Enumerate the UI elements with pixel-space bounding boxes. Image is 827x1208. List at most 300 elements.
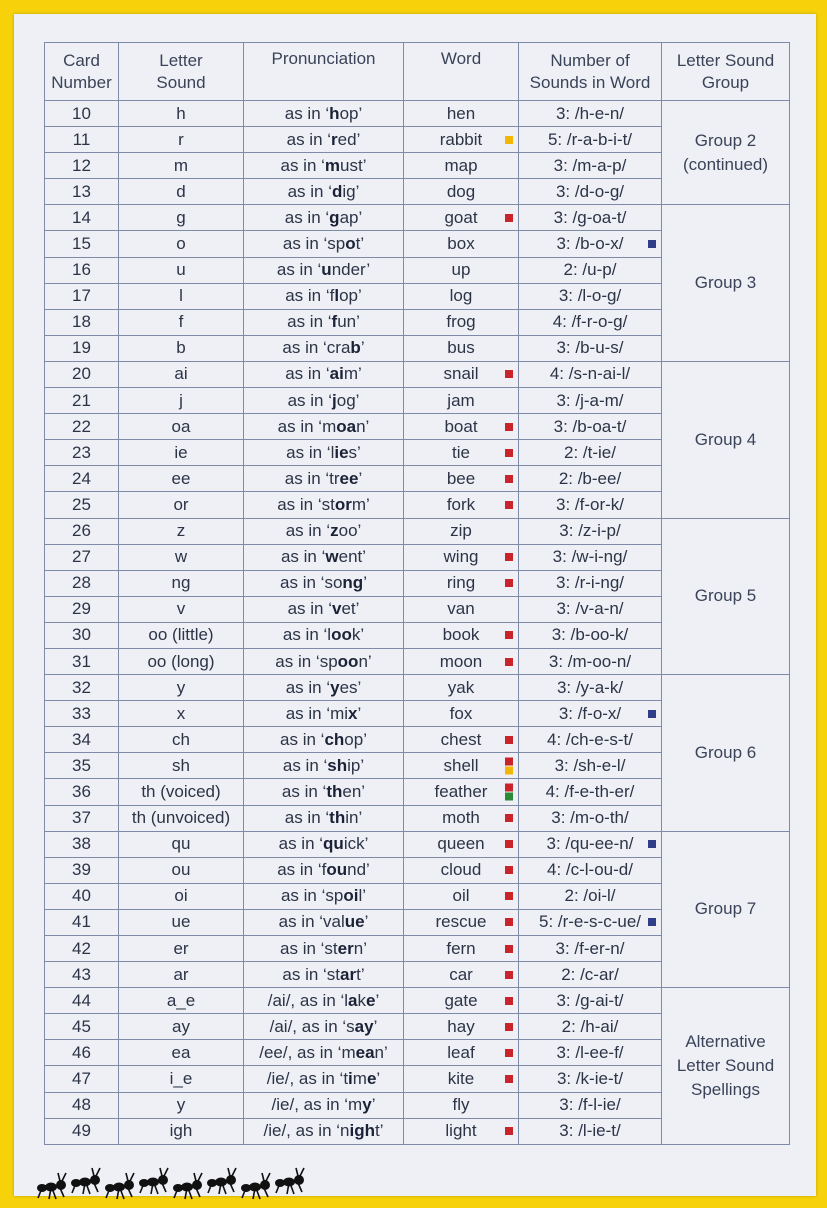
number-of-sounds-cell — [519, 727, 662, 753]
card-number-cell: 37 — [45, 805, 119, 831]
marker-squares — [505, 736, 513, 744]
letter-sound-cell: y — [119, 675, 244, 701]
letter-sound-cell: x — [119, 701, 244, 727]
pronunciation-text: /ie/, as in ‘m — [271, 1095, 363, 1115]
word-cell — [404, 492, 519, 518]
highlighted-sound: j — [332, 390, 337, 410]
number-of-sounds-cell — [519, 701, 662, 727]
sounds-text: 2: /h-ai/ — [561, 1016, 619, 1036]
highlighted-sound: z — [330, 521, 339, 541]
word-cell — [404, 570, 519, 596]
number-of-sounds-cell — [519, 779, 662, 805]
highlighted-sound: b — [350, 338, 361, 358]
number-of-sounds-cell — [519, 753, 662, 779]
sounds-text: 3: /w-i-ng/ — [552, 547, 628, 567]
marker-squares — [505, 1075, 513, 1083]
phonics-chart-sheet — [14, 14, 816, 1196]
pronunciation-cell — [244, 335, 404, 361]
card-number-cell: 28 — [45, 570, 119, 596]
red-square-icon — [505, 1075, 513, 1083]
pronunciation-text: /ie/, as in ‘n — [263, 1121, 350, 1141]
word-cell — [404, 518, 519, 544]
highlighted-sound: th — [326, 781, 343, 801]
word-cell — [404, 805, 519, 831]
sounds-text: 2: /t-ie/ — [564, 442, 616, 462]
pronunciation-text: as in ‘ — [280, 729, 325, 749]
letter-sound-group-cell — [662, 101, 790, 205]
number-of-sounds-cell — [519, 909, 662, 935]
word-text: yak — [447, 677, 475, 697]
highlighted-sound: h — [329, 103, 340, 123]
number-of-sounds-cell — [519, 257, 662, 283]
letter-sound-group-cell — [662, 205, 790, 362]
word-text: log — [449, 286, 473, 306]
highlighted-sound: or — [334, 494, 352, 514]
pronunciation-cell — [244, 388, 404, 414]
red-square-icon — [505, 423, 513, 431]
letter-sound-group-cell — [662, 675, 790, 832]
pronunciation-cell — [244, 205, 404, 231]
highlighted-sound: l — [334, 286, 340, 306]
pronunciation-cell — [244, 492, 404, 518]
sounds-text: 2: /c-ar/ — [561, 964, 619, 984]
card-number-cell: 42 — [45, 936, 119, 962]
word-text: snail — [443, 364, 479, 384]
word-cell — [404, 596, 519, 622]
word-cell — [404, 257, 519, 283]
highlighted-sound: y — [362, 1095, 372, 1115]
word-text: leaf — [447, 1042, 475, 1062]
letter-sound-cell: ee — [119, 466, 244, 492]
word-text: book — [442, 625, 480, 645]
number-of-sounds-cell — [519, 231, 662, 257]
word-text: fork — [446, 494, 476, 514]
card-number-cell: 39 — [45, 857, 119, 883]
letter-sound-cell: qu — [119, 831, 244, 857]
pronunciation-cell — [244, 857, 404, 883]
word-cell — [404, 857, 519, 883]
highlighted-sound: i — [348, 1069, 353, 1089]
highlighted-sound: oi — [343, 886, 359, 906]
pronunciation-text: et’ — [341, 599, 360, 619]
marker-squares — [505, 971, 513, 979]
card-number-cell: 38 — [45, 831, 119, 857]
pronunciation-cell — [244, 570, 404, 596]
sounds-text: 3: /b-o-x/ — [556, 234, 624, 254]
word-cell — [404, 388, 519, 414]
sounds-text: 3: /j-a-m/ — [556, 390, 624, 410]
red-square-icon — [505, 501, 513, 509]
pronunciation-cell — [244, 1014, 404, 1040]
card-number-cell: 48 — [45, 1092, 119, 1118]
card-number-cell: 21 — [45, 388, 119, 414]
letter-sound-cell: ou — [119, 857, 244, 883]
highlighted-sound: th — [329, 808, 346, 828]
marker-squares — [505, 579, 513, 587]
letter-sound-cell: g — [119, 205, 244, 231]
pronunciation-cell — [244, 283, 404, 309]
pronunciation-cell — [244, 936, 404, 962]
word-cell — [404, 675, 519, 701]
word-text: hen — [446, 103, 476, 123]
pronunciation-cell — [244, 309, 404, 335]
red-square-icon — [505, 658, 513, 666]
card-number-cell: 25 — [45, 492, 119, 518]
letter-sound-cell: ch — [119, 727, 244, 753]
sounds-text: 2: /u-p/ — [563, 260, 617, 280]
pronunciation-text: as in ‘ — [287, 312, 332, 332]
card-number-cell: 24 — [45, 466, 119, 492]
header-number-of-sounds: Number of Sounds in Word — [519, 43, 662, 101]
word-cell — [404, 622, 519, 648]
group-label: Group 6 — [694, 742, 757, 762]
pronunciation-text: n’ — [358, 651, 372, 671]
marker-squares — [505, 757, 513, 774]
word-text: frog — [446, 312, 476, 332]
pronunciation-text: as in ‘ — [280, 547, 326, 567]
number-of-sounds-cell — [519, 1014, 662, 1040]
word-cell — [404, 1014, 519, 1040]
card-number-cell: 18 — [45, 309, 119, 335]
pronunciation-cell — [244, 127, 404, 153]
letter-sound-cell: v — [119, 596, 244, 622]
pronunciation-text: ’ — [376, 1069, 381, 1089]
number-of-sounds-cell — [519, 518, 662, 544]
red-square-icon — [505, 814, 513, 822]
marker-squares — [505, 892, 513, 900]
word-cell — [404, 753, 519, 779]
card-number-cell: 19 — [45, 335, 119, 361]
letter-sound-cell: igh — [119, 1118, 244, 1144]
marker-squares — [648, 840, 656, 848]
word-cell — [404, 883, 519, 909]
letter-sound-table — [44, 42, 790, 1145]
header-letter-sound-group: Letter Sound Group — [662, 43, 790, 101]
ant-icon — [173, 1173, 202, 1199]
word-text: bus — [447, 338, 475, 358]
pronunciation-cell — [244, 675, 404, 701]
word-cell — [404, 701, 519, 727]
word-text: map — [444, 155, 478, 175]
letter-sound-cell: d — [119, 179, 244, 205]
sounds-text: 3: /v-a-n/ — [556, 599, 624, 619]
letter-sound-cell: ie — [119, 440, 244, 466]
pronunciation-cell — [244, 596, 404, 622]
pronunciation-text: as in ‘ — [287, 181, 332, 201]
pronunciation-text: /ie/, as in ‘t — [266, 1069, 349, 1089]
highlighted-sound: e — [366, 1069, 377, 1089]
sounds-text: 5: /r-e-s-c-ue/ — [538, 912, 642, 932]
blue-square-icon — [648, 918, 656, 926]
pronunciation-text: ’ — [357, 703, 362, 723]
number-of-sounds-cell — [519, 335, 662, 361]
highlighted-sound: f — [331, 312, 338, 332]
red-square-icon — [505, 757, 513, 765]
word-text: fox — [449, 703, 473, 723]
word-text: ring — [446, 573, 476, 593]
pronunciation-text: as in ‘tr — [284, 468, 340, 488]
letter-sound-cell: m — [119, 153, 244, 179]
yellow-square-icon — [505, 136, 513, 144]
pronunciation-text: as in ‘ — [285, 677, 331, 697]
pronunciation-text: as in ‘ — [280, 155, 325, 175]
card-number-cell: 23 — [45, 440, 119, 466]
pronunciation-cell — [244, 1118, 404, 1144]
word-cell — [404, 335, 519, 361]
word-text: light — [445, 1121, 477, 1141]
pronunciation-text: k — [357, 990, 367, 1010]
group-label: Group 5 — [694, 586, 757, 606]
sounds-text: 4: /c-l-ou-d/ — [547, 860, 633, 880]
marker-squares — [505, 1049, 513, 1057]
number-of-sounds-cell — [519, 544, 662, 570]
table-row — [45, 101, 790, 127]
letter-sound-cell: r — [119, 127, 244, 153]
table-row — [45, 361, 790, 387]
letter-sound-cell: sh — [119, 753, 244, 779]
marker-squares — [505, 840, 513, 848]
highlighted-sound: e — [366, 990, 376, 1010]
word-text: feather — [434, 781, 488, 801]
card-number-cell: 43 — [45, 962, 119, 988]
letter-sound-cell: b — [119, 335, 244, 361]
marker-squares — [505, 449, 513, 457]
number-of-sounds-cell — [519, 414, 662, 440]
number-of-sounds-cell — [519, 570, 662, 596]
letter-sound-group-cell — [662, 831, 790, 988]
highlighted-sound: g — [329, 207, 340, 227]
word-cell — [404, 361, 519, 387]
pronunciation-cell — [244, 231, 404, 257]
word-cell — [404, 648, 519, 674]
card-number-cell: 31 — [45, 648, 119, 674]
pronunciation-text: ig’ — [342, 181, 360, 201]
card-number-cell: 32 — [45, 675, 119, 701]
red-square-icon — [505, 997, 513, 1005]
letter-sound-cell: i_e — [119, 1066, 244, 1092]
sounds-text: 3: /g-ai-t/ — [556, 990, 624, 1010]
red-square-icon — [505, 866, 513, 874]
pronunciation-text: as in ‘ — [284, 808, 330, 828]
number-of-sounds-cell — [519, 309, 662, 335]
pronunciation-text: m’ — [343, 364, 362, 384]
red-square-icon — [505, 840, 513, 848]
sounds-text: 5: /r-a-b-i-t/ — [547, 129, 633, 149]
header-word: Word — [404, 43, 519, 101]
marker-squares — [505, 501, 513, 509]
ant-icon — [105, 1173, 134, 1199]
red-square-icon — [505, 370, 513, 378]
red-square-icon — [505, 736, 513, 744]
pronunciation-cell — [244, 466, 404, 492]
pronunciation-text: en’ — [342, 781, 366, 801]
highlighted-sound: sh — [327, 755, 348, 775]
red-square-icon — [505, 918, 513, 926]
card-number-cell: 26 — [45, 518, 119, 544]
marker-squares — [505, 1127, 513, 1135]
word-cell — [404, 909, 519, 935]
number-of-sounds-cell — [519, 675, 662, 701]
pronunciation-text: ip’ — [347, 755, 365, 775]
word-cell — [404, 153, 519, 179]
pronunciation-cell — [244, 257, 404, 283]
marker-squares — [505, 1023, 513, 1031]
number-of-sounds-cell — [519, 440, 662, 466]
red-square-icon — [505, 579, 513, 587]
pronunciation-text: k’ — [351, 625, 365, 645]
pronunciation-text: as in ‘ — [284, 103, 330, 123]
sounds-text: 3: /z-i-p/ — [559, 521, 621, 541]
number-of-sounds-cell — [519, 805, 662, 831]
red-square-icon — [505, 892, 513, 900]
letter-sound-cell: o — [119, 231, 244, 257]
word-text: hay — [447, 1016, 475, 1036]
highlighted-sound: ue — [344, 912, 365, 932]
pronunciation-text: n’ — [374, 1042, 388, 1062]
pronunciation-text: as in ‘ — [285, 521, 331, 541]
word-cell — [404, 231, 519, 257]
pronunciation-cell — [244, 648, 404, 674]
number-of-sounds-cell — [519, 936, 662, 962]
word-cell — [404, 466, 519, 492]
group-label: Group 2 — [694, 130, 757, 150]
sounds-text: 3: /sh-e-l/ — [554, 755, 626, 775]
word-text: queen — [437, 834, 485, 854]
red-square-icon — [505, 475, 513, 483]
sounds-text: 3: /f-or-k/ — [555, 494, 624, 514]
number-of-sounds-cell — [519, 1066, 662, 1092]
pronunciation-text: as in ‘ — [287, 599, 332, 619]
highlighted-sound: ie — [334, 442, 349, 462]
marker-squares — [505, 553, 513, 561]
highlighted-sound: u — [321, 260, 332, 280]
word-text: rabbit — [439, 129, 483, 149]
pronunciation-text: t’ — [356, 964, 365, 984]
pronunciation-cell — [244, 101, 404, 127]
card-number-cell: 34 — [45, 727, 119, 753]
highlighted-sound: w — [325, 547, 339, 567]
pronunciation-text: as in ‘f — [285, 286, 335, 306]
letter-sound-cell: ar — [119, 962, 244, 988]
pronunciation-text: m — [352, 1069, 367, 1089]
pronunciation-text: as in ‘ — [287, 390, 332, 410]
letter-sound-group-cell — [662, 518, 790, 675]
letter-sound-cell: u — [119, 257, 244, 283]
word-cell — [404, 936, 519, 962]
pronunciation-cell — [244, 727, 404, 753]
group-label: Spellings — [691, 1079, 760, 1099]
highlighted-sound: oo — [337, 651, 359, 671]
pronunciation-text: op’ — [339, 286, 362, 306]
marker-squares — [505, 475, 513, 483]
number-of-sounds-cell — [519, 127, 662, 153]
group-label: Alternative — [685, 1031, 766, 1051]
highlighted-sound: oa — [336, 416, 357, 436]
number-of-sounds-cell — [519, 648, 662, 674]
highlighted-sound: x — [348, 703, 358, 723]
table-row — [45, 205, 790, 231]
sounds-text: 4: /f-r-o-g/ — [552, 312, 628, 332]
pronunciation-text: t’ — [375, 1121, 384, 1141]
word-text: tie — [452, 442, 470, 462]
highlighted-sound: d — [332, 181, 343, 201]
pronunciation-cell — [244, 883, 404, 909]
pronunciation-cell — [244, 440, 404, 466]
pronunciation-cell — [244, 622, 404, 648]
highlighted-sound: ar — [340, 964, 357, 984]
header-pronunciation: Pronunciation — [244, 43, 404, 101]
word-text: rescue — [435, 912, 487, 932]
red-square-icon — [505, 1049, 513, 1057]
red-square-icon — [505, 971, 513, 979]
table-row — [45, 988, 790, 1014]
card-number-cell: 46 — [45, 1040, 119, 1066]
pronunciation-text: ’ — [375, 990, 380, 1010]
pronunciation-text: ’ — [358, 468, 363, 488]
number-of-sounds-cell — [519, 283, 662, 309]
ant-icon — [275, 1168, 304, 1194]
marker-squares — [505, 945, 513, 953]
sounds-text: 3: /b-u-s/ — [556, 338, 624, 358]
letter-sound-cell: ai — [119, 361, 244, 387]
number-of-sounds-cell — [519, 622, 662, 648]
pronunciation-cell — [244, 805, 404, 831]
pronunciation-text: s’ — [348, 442, 361, 462]
marker-squares — [505, 997, 513, 1005]
pronunciation-cell — [244, 753, 404, 779]
word-cell — [404, 205, 519, 231]
number-of-sounds-cell — [519, 101, 662, 127]
table-row — [45, 675, 790, 701]
word-text: wing — [443, 547, 479, 567]
card-number-cell: 14 — [45, 205, 119, 231]
table-row — [45, 518, 790, 544]
highlighted-sound: oo — [331, 625, 352, 645]
word-cell — [404, 101, 519, 127]
pronunciation-text: ’ — [373, 1016, 378, 1036]
word-cell — [404, 1118, 519, 1144]
pronunciation-cell — [244, 361, 404, 387]
marker-squares — [505, 136, 513, 144]
letter-sound-cell: h — [119, 101, 244, 127]
pronunciation-text: as in ‘ — [282, 755, 328, 775]
card-number-cell: 10 — [45, 101, 119, 127]
pronunciation-text: ’ — [371, 1095, 376, 1115]
pronunciation-text: as in ‘st — [282, 964, 341, 984]
sounds-text: 3: /l-ie-t/ — [559, 1121, 621, 1141]
pronunciation-text: op’ — [339, 103, 363, 123]
letter-sound-cell: oo (long) — [119, 648, 244, 674]
sounds-text: 4: /s-n-ai-l/ — [549, 364, 631, 384]
pronunciation-cell — [244, 414, 404, 440]
pronunciation-text: as in ‘ — [285, 364, 330, 384]
pronunciation-text: in’ — [345, 808, 363, 828]
number-of-sounds-cell — [519, 1040, 662, 1066]
number-of-sounds-cell — [519, 1092, 662, 1118]
letter-sound-cell: oa — [119, 414, 244, 440]
pronunciation-text: as in ‘so — [280, 573, 343, 593]
sounds-text: 3: /m-a-p/ — [553, 155, 627, 175]
word-text: moth — [442, 808, 480, 828]
pronunciation-text: /ai/, as in ‘l — [267, 990, 349, 1010]
letter-sound-cell: j — [119, 388, 244, 414]
word-text: dog — [446, 181, 476, 201]
pronunciation-text: og’ — [336, 390, 360, 410]
card-number-cell: 47 — [45, 1066, 119, 1092]
pronunciation-text: n’ — [356, 416, 370, 436]
green-square-icon — [505, 792, 513, 800]
marker-squares — [505, 918, 513, 926]
